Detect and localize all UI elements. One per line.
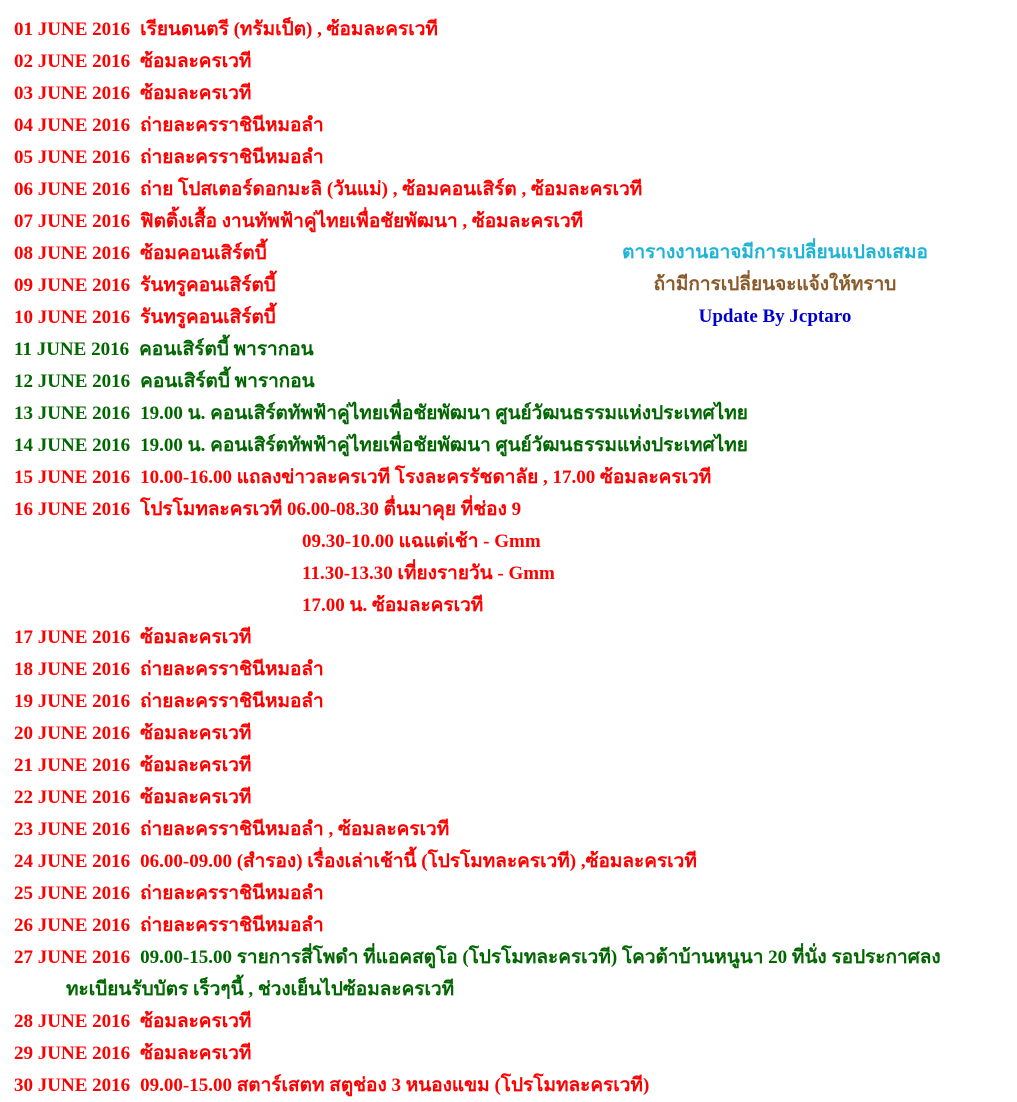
date-label: 25 JUNE 2016: [14, 883, 131, 904]
schedule-line: [14, 1006, 1009, 1038]
schedule-line: [14, 110, 1009, 142]
schedule-line: [14, 942, 1009, 1006]
schedule-line: [14, 494, 1009, 526]
event-text: เรียนดนตรี (ทรัมเป็ต) , ซ้อมละครเวที: [140, 19, 438, 40]
date-label: 02 JUNE 2016: [14, 51, 131, 72]
schedule-list: [14, 14, 1009, 1102]
event-text: ถ่ายละครราชินีหมอลำ: [140, 147, 324, 168]
schedule-line: [14, 878, 1009, 910]
schedule-line: [14, 622, 1009, 654]
event-text: ซ้อมละครเวที: [140, 723, 252, 744]
date-label: 27 JUNE 2016: [14, 947, 131, 968]
date-label: 17 JUNE 2016: [14, 627, 131, 648]
schedule-line: [14, 782, 1009, 814]
date-label: 18 JUNE 2016: [14, 659, 131, 680]
event-text: 09.00-15.00 สตาร์เสตท สตูช่อง 3 หนองแขม (โปรโมทละครเวที): [140, 1075, 650, 1096]
schedule-line: [14, 206, 1009, 238]
event-text: ฟิตติ้งเสื้อ งานทัพฟ้าคู่ไทยเพื่อชัยพัฒนา , ซ้อมละครเวที: [140, 211, 584, 232]
date-label: 09 JUNE 2016: [14, 275, 131, 296]
event-text: ถ่าย โปสเตอร์ดอกมะลิ (วันแม่) , ซ้อมคอนเสิร์ต , ซ้อมละครเวที: [140, 179, 643, 200]
date-label: 11 JUNE 2016: [14, 339, 130, 360]
notes-block: [600, 237, 950, 333]
event-text: ถ่ายละครราชินีหมอลำ: [140, 883, 324, 904]
date-label: 26 JUNE 2016: [14, 915, 131, 936]
event-text: ซ้อมละครเวที: [140, 51, 252, 72]
date-label: 29 JUNE 2016: [14, 1043, 131, 1064]
date-label: 14 JUNE 2016: [14, 435, 131, 456]
sub-event-line: 11.30-13.30 เที่ยงรายวัน - Gmm: [302, 563, 555, 584]
event-continuation: ทะเบียนรับบัตร เร็วๆนี้ , ช่วงเย็นไปซ้อมละครเวที: [66, 979, 455, 1000]
schedule-line: [14, 718, 1009, 750]
date-label: 06 JUNE 2016: [14, 179, 131, 200]
event-text: ซ้อมละครเวที: [140, 83, 252, 104]
date-label: 13 JUNE 2016: [14, 403, 131, 424]
schedule-line: [14, 366, 1009, 398]
event-text: ถ่ายละครราชินีหมอลำ: [140, 915, 324, 936]
event-text: ซ้อมละครเวที: [140, 627, 252, 648]
date-label: 16 JUNE 2016: [14, 499, 131, 520]
inform-notice: ถ้ามีการเปลี่ยนจะแจ้งให้ทราบ: [653, 274, 897, 295]
schedule-line: [14, 430, 1009, 462]
schedule-line: [14, 142, 1009, 174]
event-text: 10.00-16.00 แถลงข่าวละครเวที โรงละครรัชดาลัย , 17.00 ซ้อมละครเวที: [140, 467, 712, 488]
event-text: ซ้อมคอนเสิร์ตบี้: [140, 243, 267, 264]
event-text: 06.00-09.00 (สำรอง) เรื่องเล่าเช้านี้ (โปรโมทละครเวที) ,ซ้อมละครเวที: [140, 851, 697, 872]
schedule-line: [14, 1038, 1009, 1070]
event-text: ซ้อมละครเวที: [140, 787, 252, 808]
date-label: 19 JUNE 2016: [14, 691, 131, 712]
sub-event-line: 09.30-10.00 แฉแต่เช้า - Gmm: [302, 531, 541, 552]
schedule-line: [14, 814, 1009, 846]
date-label: 12 JUNE 2016: [14, 371, 131, 392]
schedule-line: [14, 334, 1009, 366]
schedule-line: [14, 686, 1009, 718]
date-label: 05 JUNE 2016: [14, 147, 131, 168]
date-label: 22 JUNE 2016: [14, 787, 131, 808]
event-text: รันทรูคอนเสิร์ตบี้: [140, 275, 276, 296]
schedule-line: [14, 78, 1009, 110]
change-notice: ตารางงานอาจมีการเปลี่ยนแปลงเสมอ: [622, 242, 928, 263]
date-label: 08 JUNE 2016: [14, 243, 131, 264]
date-label: 30 JUNE 2016: [14, 1075, 131, 1096]
date-label: 21 JUNE 2016: [14, 755, 131, 776]
event-text: ถ่ายละครราชินีหมอลำ: [140, 659, 324, 680]
date-label: 24 JUNE 2016: [14, 851, 131, 872]
event-text: 19.00 น. คอนเสิร์ตทัพฟ้าคู่ไทยเพื่อชัยพัฒนา ศูนย์วัฒนธรรมแห่งประเทศไทย: [140, 435, 748, 456]
event-text: ซ้อมละครเวที: [140, 755, 252, 776]
schedule-line: [14, 1070, 1009, 1102]
date-label: 03 JUNE 2016: [14, 83, 131, 104]
date-label: 28 JUNE 2016: [14, 1011, 131, 1032]
schedule-line: [14, 654, 1009, 686]
event-text: ถ่ายละครราชินีหมอลำ , ซ้อมละครเวที: [140, 819, 450, 840]
event-text: 09.00-15.00 รายการสี่โพดำ ที่แอคสตูโอ (โปรโมทละครเวที) โควต้าบ้านหนูนา 20 ที่นั่ง รอประกาศลง: [140, 947, 941, 968]
event-text: ซ้อมละครเวที: [140, 1011, 252, 1032]
schedule-line: [14, 846, 1009, 878]
event-text: ถ่ายละครราชินีหมอลำ: [140, 691, 324, 712]
date-label: 07 JUNE 2016: [14, 211, 131, 232]
event-text: คอนเสิร์ตบี้ พารากอน: [140, 371, 315, 392]
sub-event-line: 17.00 น. ซ้อมละครเวที: [302, 595, 484, 616]
schedule-line: [14, 46, 1009, 78]
date-label: 23 JUNE 2016: [14, 819, 131, 840]
schedule-line: [14, 398, 1009, 430]
date-label: 04 JUNE 2016: [14, 115, 131, 136]
date-label: 01 JUNE 2016: [14, 19, 131, 40]
schedule-line: [14, 462, 1009, 494]
update-by-credit: Update By Jcptaro: [698, 306, 852, 327]
schedule-line: [14, 910, 1009, 942]
date-label: 15 JUNE 2016: [14, 467, 131, 488]
event-text: โปรโมทละครเวที 06.00-08.30 ตื่นมาคุย ที่ช่อง 9: [140, 499, 522, 520]
date-label: 20 JUNE 2016: [14, 723, 131, 744]
event-text: ซ้อมละครเวที: [140, 1043, 252, 1064]
event-text: ถ่ายละครราชินีหมอลำ: [140, 115, 324, 136]
date-label: 10 JUNE 2016: [14, 307, 131, 328]
event-text: 19.00 น. คอนเสิร์ตทัพฟ้าคู่ไทยเพื่อชัยพัฒนา ศูนย์วัฒนธรรมแห่งประเทศไทย: [140, 403, 748, 424]
event-text: รันทรูคอนเสิร์ตบี้: [140, 307, 276, 328]
schedule-line: [14, 174, 1009, 206]
schedule-line: [14, 14, 1009, 46]
event-text: คอนเสิร์ตบี้ พารากอน: [139, 339, 314, 360]
schedule-line: [14, 750, 1009, 782]
